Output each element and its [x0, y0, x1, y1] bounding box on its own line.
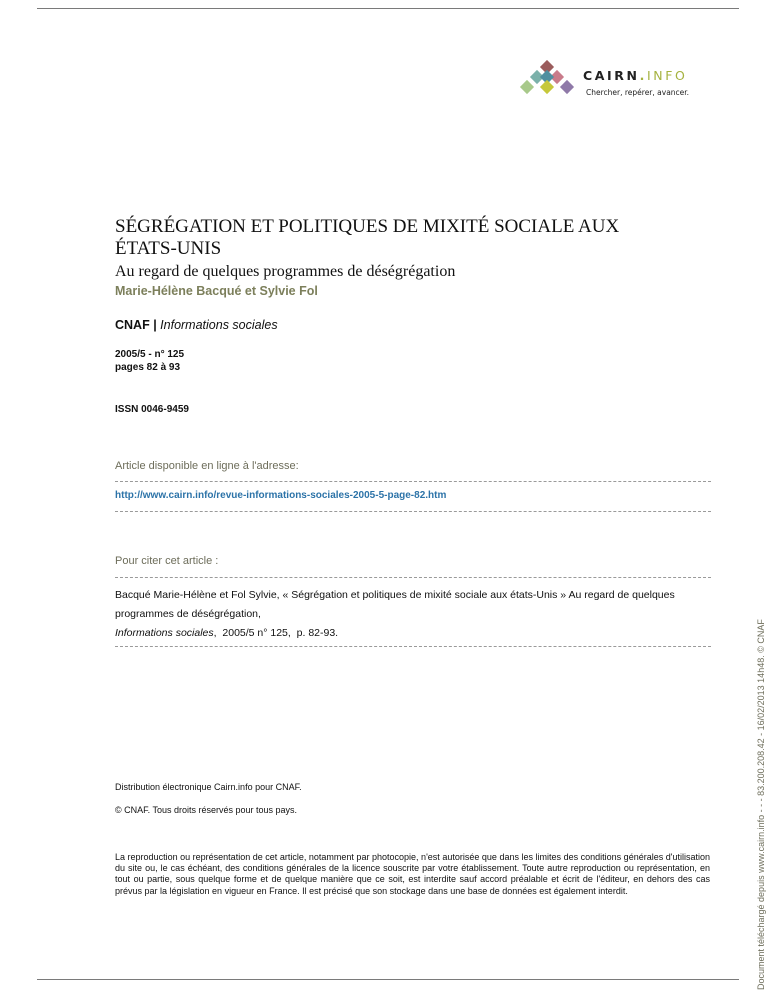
logo-brand: CAIRN [583, 68, 640, 83]
divider [115, 646, 711, 647]
logo-tagline: Chercher, repérer, avancer. [586, 88, 690, 97]
logo-brand-suffix: INFO [646, 68, 688, 83]
article-url-link[interactable]: http://www.cairn.info/revue-informations-sociales-2005-5-page-82.htm [115, 490, 447, 501]
online-label: Article disponible en ligne à l'adresse: [115, 460, 299, 472]
publisher-separator: | [149, 318, 161, 332]
divider [115, 577, 711, 578]
journal-name: Informations sociales [160, 318, 278, 332]
logo-diamond-bottom-right [560, 80, 574, 94]
cairn-logo-diamonds [512, 60, 582, 100]
article-subtitle: Au regard de quelques programmes de déségrégation [115, 263, 456, 280]
logo-wordmark [583, 68, 687, 83]
publisher-line [115, 318, 278, 332]
divider [115, 511, 711, 512]
page-range: pages 82 à 93 [115, 362, 181, 373]
citation-journal: Informations sociales [115, 627, 214, 639]
reproduction-notice: La reproduction ou représentation de cet article, notamment par photocopie, n'est autorisée que dans les limites des conditions générales d'utilisation du site ou, le cas échéant, des conditions générales de la licence souscrite par votre établissement. Toute autre reproduction ou représentation, en tout ou partie, sous quelque forme et de quelque manière que ce soit, est interdite sauf accord préalable et écrit de l'éditeur, en dehors des cas prévus par la législation en vigueur en France. Il est précisé que son stockage dans une base de données est également interdit. [115, 852, 710, 896]
divider [115, 481, 711, 482]
citation-body: Bacqué Marie-Hélène et Fol Sylvie, « Ségrégation et politiques de mixité sociale aux états-Unis » Au regard de quelques programmes de déségrégation, [115, 589, 675, 620]
citation-label: Pour citer cet article : [115, 555, 219, 567]
copyright-note: © CNAF. Tous droits réservés pour tous pays. [115, 805, 298, 815]
download-watermark: Document téléchargé depuis www.cairn.info - - - 83.200.208.42 - 16/02/2013 14h48. © CNAF [756, 619, 766, 990]
publisher-name: CNAF [115, 318, 150, 332]
logo-diamond-left [520, 80, 534, 94]
citation-details: , 2005/5 n° 125, p. 82-93. [213, 627, 339, 639]
top-rule [37, 8, 739, 9]
bottom-rule [37, 979, 739, 980]
logo-diamond-bottom [540, 80, 554, 94]
logo-brand-dot: . [639, 68, 647, 83]
citation-text [115, 586, 715, 643]
issn: ISSN 0046-9459 [115, 404, 189, 415]
distribution-note: Distribution électronique Cairn.info pour CNAF. [115, 782, 302, 792]
article-authors: Marie-Hélène Bacqué et Sylvie Fol [115, 284, 318, 298]
article-title: SÉGRÉGATION ET POLITIQUES DE MIXITÉ SOCIALE AUX ÉTATS-UNIS [115, 216, 620, 259]
issue-number: 2005/5 - n° 125 [115, 349, 185, 360]
